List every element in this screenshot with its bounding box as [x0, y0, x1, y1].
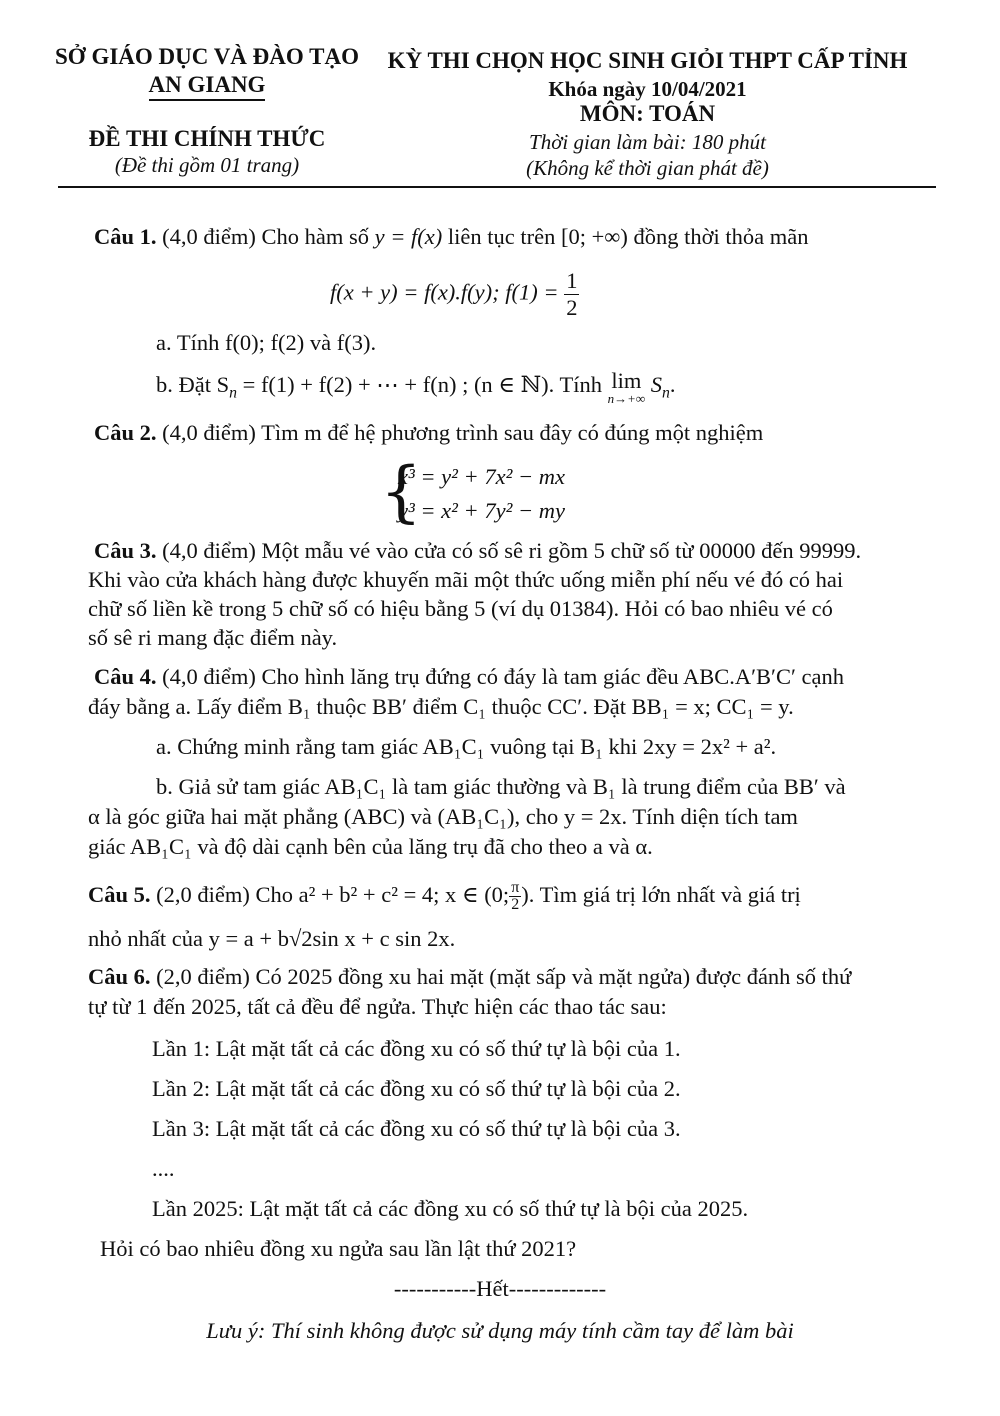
- end-marker: -----------Hết-------------: [393, 1276, 607, 1301]
- q6-question: Hỏi có bao nhiêu đồng xu ngửa sau lần lật thứ 2021?: [100, 1236, 577, 1261]
- question-2-stem: [94, 418, 763, 448]
- q1-frac-den: 2: [566, 295, 578, 320]
- q1-part-b: [156, 370, 676, 409]
- q1-part-b-rest: = f(1) + f(2) + ⋯ + f(n) ; (n ∈ ℕ). Tính: [242, 372, 602, 397]
- province-wrap: [52, 72, 362, 101]
- q1-period: .: [669, 372, 676, 397]
- q6-label: Câu 6.: [88, 964, 151, 989]
- q4-part-a: a. Chứng minh rằng tam giác AB₁C₁ vuông tại B₁ khi 2xy = 2x² + a².: [156, 734, 777, 759]
- q6-line-2: tự từ 1 đến 2025, tất cả đều để ngửa. Thực hiện các thao tác sau:: [88, 994, 667, 1019]
- q1-text-b: liên tục trên [0; +∞) đồng thời thỏa mãn: [447, 224, 809, 249]
- q5-pi-num: π: [511, 879, 520, 897]
- q6-line-1: Có 2025 đồng xu hai mặt (mặt sấp và mặt ngửa) được đánh số thứ: [255, 964, 852, 989]
- duration-note: (Không kể thời gian phát đề): [526, 156, 769, 180]
- q4-line-1: Cho hình lăng trụ đứng có đáy là tam giác đều ABC.A′B′C′ cạnh: [261, 664, 844, 689]
- q1-points: (4,0 điểm): [162, 224, 256, 249]
- q4-line-2: đáy bằng a. Lấy điểm B₁ thuộc BB′ điểm C₁ thuộc CC′. Đặt BB₁ = x; CC₁ = y.: [88, 694, 794, 719]
- q4-part-b-line-1: b. Giả sử tam giác AB₁C₁ là tam giác thường và B₁ là trung điểm của BB′ và: [156, 774, 846, 799]
- q4-part-b-line-3: giác AB₁C₁ và độ dài cạnh bên của lăng trụ đã cho theo a và α.: [88, 834, 653, 859]
- department-name: SỞ GIÁO DỤC VÀ ĐÀO TẠO: [55, 44, 359, 69]
- duration: Thời gian làm bài: 180 phút: [529, 130, 766, 154]
- pages-note: (Đề thi gồm 01 trang): [114, 153, 300, 177]
- q6-step-3: Lần 3: Lật mặt tất cả các đồng xu có số thứ tự là bội của 3.: [152, 1116, 681, 1141]
- q1-func: y = f(x): [374, 224, 443, 249]
- q4-part-b-line-2: α là góc giữa hai mặt phẳng (ABC) và (AB₁C₁), cho y = 2x. Tính diện tích tam: [88, 804, 798, 829]
- q3-points: (4,0 điểm): [162, 538, 256, 563]
- question-1-stem: [94, 222, 808, 252]
- q3-line-2: Khi vào cửa khách hàng được khuyến mãi một thức uống miễn phí nếu vé đó có hai: [88, 567, 844, 592]
- q6-step-2: Lần 2: Lật mặt tất cả các đồng xu có số thứ tự là bội của 2.: [152, 1076, 681, 1101]
- q1-lim: lim: [611, 368, 642, 393]
- q1-part-b-lead: b. Đặt S: [156, 372, 230, 397]
- q4-points: (4,0 điểm): [162, 664, 256, 689]
- q6-dots: ....: [152, 1156, 175, 1181]
- q5-pi-fraction: [509, 880, 521, 913]
- system-brace: {: [380, 453, 422, 530]
- province-name: AN GIANG: [149, 72, 266, 101]
- q3-label: Câu 3.: [94, 538, 157, 563]
- question-4-line-1: [94, 662, 844, 692]
- question-6-line-1: [88, 962, 851, 992]
- q2-text: Tìm m để hệ phương trình sau đây có đúng một nghiệm: [261, 420, 764, 445]
- q5-line-1b: ). Tìm giá trị lớn nhất và giá trị: [521, 882, 801, 907]
- q2-equation-1: x³ = y² + 7x² − mx: [398, 464, 565, 489]
- q5-points: (2,0 điểm): [156, 882, 250, 907]
- q2-equation-2: y³ = x² + 7y² − my: [398, 498, 565, 523]
- q1-frac-num: 1: [566, 268, 578, 293]
- q1-lim-tail-sub: n: [662, 384, 670, 402]
- q1-text-a: Cho hàm số: [261, 224, 370, 249]
- q4-label: Câu 4.: [94, 664, 157, 689]
- subject: MÔN: TOÁN: [579, 101, 716, 126]
- official-label: ĐỀ THI CHÍNH THỨC: [88, 126, 326, 151]
- q3-line-4: số sê ri mang đặc điểm này.: [88, 625, 338, 650]
- q5-label: Câu 5.: [88, 882, 151, 907]
- q1-part-a: a. Tính f(0); f(2) và f(3).: [156, 330, 377, 355]
- q1-formula: [330, 268, 579, 321]
- q1-limit: [608, 370, 646, 406]
- question-3-line-1: [94, 536, 861, 566]
- q6-points: (2,0 điểm): [156, 964, 250, 989]
- question-5-line-1: [88, 880, 801, 913]
- q6-step-1: Lần 1: Lật mặt tất cả các đồng xu có số thứ tự là bội của 1.: [152, 1036, 681, 1061]
- q3-line-1: Một mẫu vé vào cửa có số sê ri gồm 5 chữ số từ 00000 đến 99999.: [261, 538, 862, 563]
- q1-lim-sub: n→+∞: [607, 391, 646, 406]
- q5-pi-den: 2: [511, 896, 520, 914]
- q2-points: (4,0 điểm): [162, 420, 256, 445]
- q1-fraction: [564, 268, 579, 321]
- q5-line-2: nhỏ nhất của y = a + b√2sin x + c sin 2x.: [88, 926, 456, 951]
- q1-part-b-sub: n: [229, 384, 237, 402]
- q2-label: Câu 2.: [94, 420, 157, 445]
- q3-line-3: chữ số liền kề trong 5 chữ số có hiệu bằng 5 (ví dụ 01384). Hỏi có bao nhiêu vé có: [88, 596, 833, 621]
- q6-step-last: Lần 2025: Lật mặt tất cả các đồng xu có số thứ tự là bội của 2025.: [152, 1196, 749, 1221]
- header-divider: [58, 186, 936, 188]
- footer-note: Lưu ý: Thí sinh không được sử dụng máy tính cầm tay để làm bài: [206, 1318, 794, 1343]
- q1-label: Câu 1.: [94, 224, 157, 249]
- q1-formula-text: f(x + y) = f(x).f(y); f(1) =: [330, 279, 559, 305]
- q1-lim-tail: S: [650, 372, 663, 397]
- exam-date: Khóa ngày 10/04/2021: [548, 77, 747, 101]
- q5-line-1a: Cho a² + b² + c² = 4; x ∈ (0;: [255, 882, 510, 907]
- exam-title: KỲ THI CHỌN HỌC SINH GIỎI THPT CẤP TỈNH: [387, 48, 908, 73]
